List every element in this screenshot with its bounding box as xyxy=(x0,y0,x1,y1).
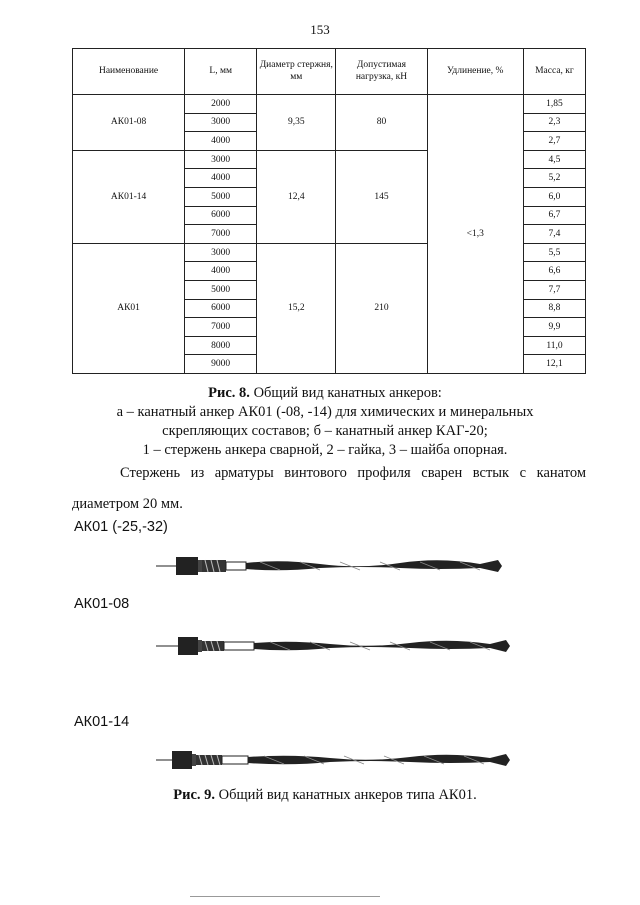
anchor-washer xyxy=(198,560,202,572)
cell-length: 6000 xyxy=(185,299,257,318)
figure-9-text: Общий вид канатных анкеров типа АК01. xyxy=(218,787,477,803)
anchor-cable xyxy=(248,754,510,766)
cell-elongation: <1,3 xyxy=(427,95,523,374)
cell-mass: 6,0 xyxy=(523,187,585,206)
figure-9-label: Рис. 9. xyxy=(173,787,216,803)
cell-mass: 8,8 xyxy=(523,299,585,318)
anchor-drawing-ak01-25-32 xyxy=(150,546,510,591)
cell-mass: 6,6 xyxy=(523,262,585,281)
anchor-cable xyxy=(246,560,502,572)
anchor-label-ak01-25-32: АК01 (-25,-32) xyxy=(74,519,168,535)
cell-diameter: 15,2 xyxy=(257,243,336,373)
figure-8-line-3: скрепляющих составов; б – канатный анкер КАГ-20; xyxy=(162,423,488,439)
cell-length: 5000 xyxy=(185,280,257,299)
cell-length: 4000 xyxy=(185,262,257,281)
cell-mass: 12,1 xyxy=(523,355,585,374)
table-row xyxy=(73,95,586,114)
figure-8-line-2: а – канатный анкер АК01 (-08, -14) для химических и минеральных xyxy=(116,404,534,420)
figure-8-title-line xyxy=(60,384,590,403)
cell-name: АК01 xyxy=(73,243,185,373)
cell-length: 2000 xyxy=(185,95,257,114)
header-name: Наименование xyxy=(73,49,185,95)
cell-length: 7000 xyxy=(185,225,257,244)
header-mass: Масса, кг xyxy=(523,49,585,95)
cell-length: 3000 xyxy=(185,243,257,262)
cell-length: 3000 xyxy=(185,113,257,132)
cell-mass: 11,0 xyxy=(523,336,585,355)
header-elongation: Удлинение, % xyxy=(427,49,523,95)
bottom-rule xyxy=(190,896,380,897)
cell-diameter: 12,4 xyxy=(257,150,336,243)
anchor-cable xyxy=(254,640,510,652)
anchor-rod xyxy=(226,562,246,570)
cell-length: 4000 xyxy=(185,132,257,151)
anchor-rod xyxy=(224,642,254,650)
figure-8-title: Общий вид канатных анкеров: xyxy=(253,385,442,401)
anchor-label-ak01-14: АК01-14 xyxy=(74,714,130,730)
figure-9-caption xyxy=(60,786,590,805)
anchor-washer xyxy=(198,640,202,652)
table-header-row xyxy=(73,49,586,95)
figure-8-label: Рис. 8. xyxy=(208,385,250,401)
cell-mass: 2,7 xyxy=(523,132,585,151)
anchor-label-ak01-08: АК01-08 xyxy=(74,596,130,612)
cell-length: 8000 xyxy=(185,336,257,355)
cell-length: 6000 xyxy=(185,206,257,225)
header-load: Допустимая нагрузка, кН xyxy=(336,49,427,95)
cell-mass: 9,9 xyxy=(523,318,585,337)
cell-mass: 7,4 xyxy=(523,225,585,244)
cell-length: 3000 xyxy=(185,150,257,169)
anchor-drawing-ak01-14 xyxy=(150,740,520,785)
header-diameter: Диаметр стержня, мм xyxy=(257,49,336,95)
cell-mass: 7,7 xyxy=(523,280,585,299)
cell-length: 9000 xyxy=(185,355,257,374)
anchor-washer xyxy=(192,754,196,766)
cell-length: 4000 xyxy=(185,169,257,188)
cell-load: 210 xyxy=(336,243,427,373)
cell-length: 7000 xyxy=(185,318,257,337)
header-length: L, мм xyxy=(185,49,257,95)
cell-diameter: 9,35 xyxy=(257,95,336,151)
cell-mass: 6,7 xyxy=(523,206,585,225)
page-number: 153 xyxy=(310,22,330,37)
anchor-nut xyxy=(172,751,192,769)
cell-name: АК01-08 xyxy=(73,95,185,151)
cell-load: 145 xyxy=(336,150,427,243)
cell-mass: 5,5 xyxy=(523,243,585,262)
table-body xyxy=(73,95,586,374)
figure-8-line-4: 1 – стержень анкера сварной, 2 – гайка, 3 – шайба опорная. xyxy=(142,442,508,458)
anchor-nut xyxy=(176,557,198,575)
body-paragraph: Стержень из арматуры винтового профиля сварен встык с канатом диаметром 20 мм. xyxy=(72,465,586,512)
anchor-spec-table xyxy=(72,48,586,374)
cell-load: 80 xyxy=(336,95,427,151)
cell-length: 5000 xyxy=(185,187,257,206)
cell-mass: 2,3 xyxy=(523,113,585,132)
figure-8-caption xyxy=(60,384,590,460)
anchor-drawing-ak01-08 xyxy=(150,626,520,671)
cell-mass: 1,85 xyxy=(523,95,585,114)
cell-name: АК01-14 xyxy=(73,150,185,243)
anchor-rod xyxy=(222,756,248,764)
cell-mass: 5,2 xyxy=(523,169,585,188)
anchor-nut xyxy=(178,637,198,655)
cell-mass: 4,5 xyxy=(523,150,585,169)
